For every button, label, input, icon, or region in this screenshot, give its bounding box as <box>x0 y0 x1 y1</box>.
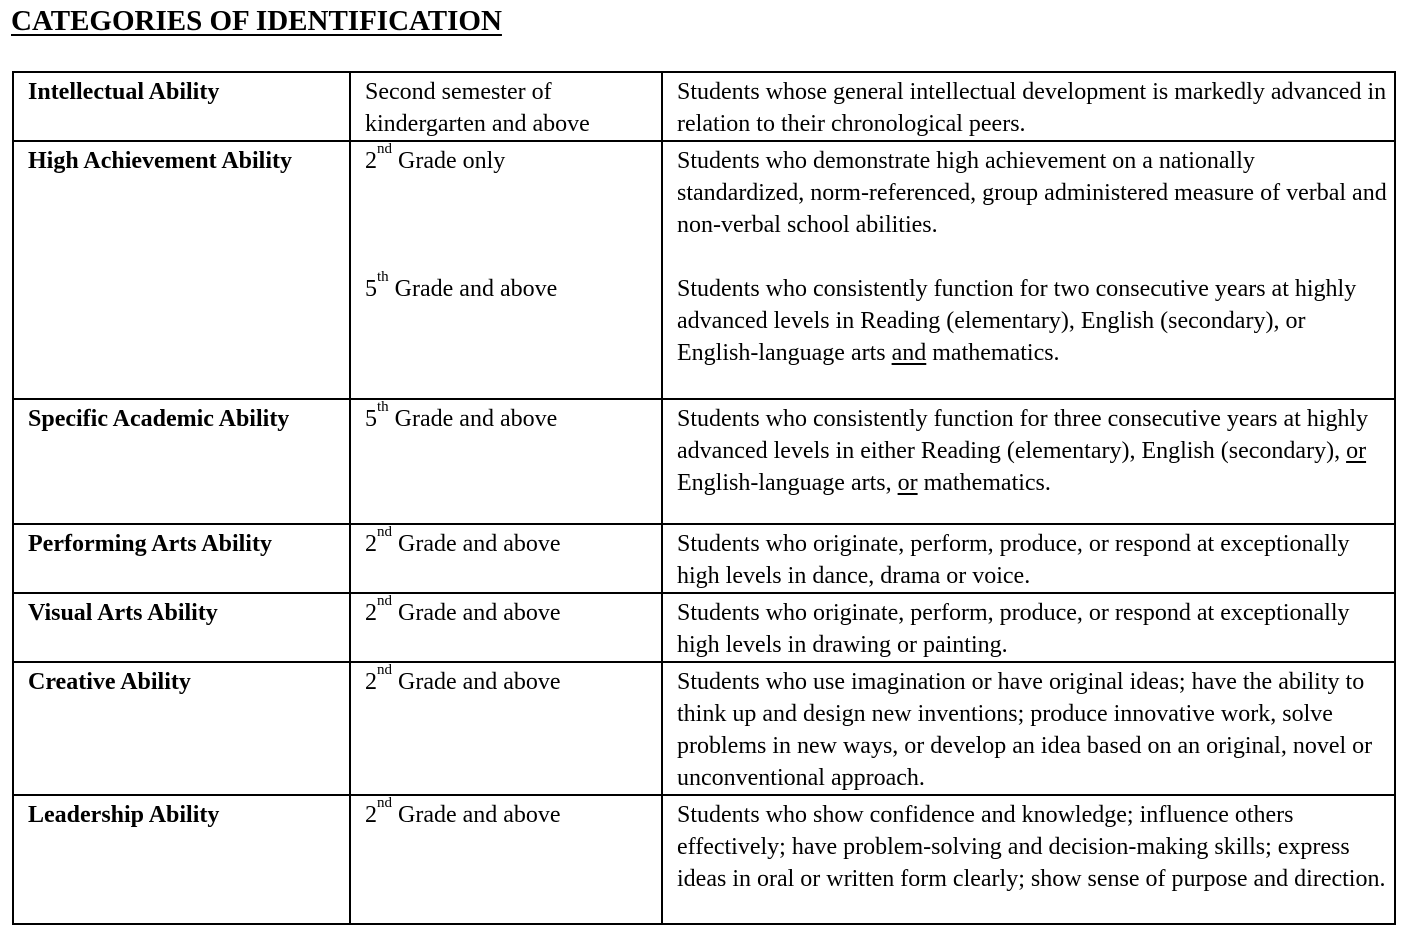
emphasis-underlined: or <box>897 470 918 496</box>
document-title: CATEGORIES OF IDENTIFICATION <box>11 5 502 37</box>
grade-cell <box>350 524 662 593</box>
grade-text: Grade and above <box>392 600 561 626</box>
category-cell: Leadership Ability <box>13 795 350 924</box>
description-cell: Students who originate, perform, produce, or respond at exceptionally high levels in dance, drama or voice. <box>662 524 1395 593</box>
grade-ordinal-suffix: nd <box>377 524 392 540</box>
grade-text: Grade and above <box>392 802 561 828</box>
table-row <box>13 593 1395 662</box>
description-cell: Students who show confidence and knowledge; influence others effectively; have problem-solving and decision-making skills; express ideas in oral or written form clearly; show sense of purpose and direction. <box>662 795 1395 924</box>
grade-ordinal-suffix: nd <box>377 662 392 678</box>
description-part: mathematics. <box>917 470 1051 496</box>
description-text: Students who demonstrate high achievement on a nationally standardized, norm-referenced, group administered measure of verbal and non-verbal school abilities. <box>677 148 1387 238</box>
category-cell: Intellectual Ability <box>13 72 350 141</box>
grade-level <box>365 141 655 177</box>
table-row <box>13 524 1395 593</box>
description-part: Students who consistently function for three consecutive years at highly advanced levels in either Reading (elementary), English (secondary), <box>677 406 1369 464</box>
description-cell: Students whose general intellectual development is markedly advanced in relation to their chronological peers. <box>662 72 1395 141</box>
table-row <box>13 795 1395 924</box>
grade-cell <box>350 662 662 795</box>
grade-ordinal-suffix: nd <box>377 795 392 811</box>
description-cell <box>662 141 1395 399</box>
grade-cell <box>350 399 662 524</box>
description-part: mathematics. <box>926 340 1060 366</box>
grade-ordinal-suffix: nd <box>377 593 392 609</box>
grade-cell <box>350 593 662 662</box>
grade-number: 2 <box>365 669 377 695</box>
grade-number: 2 <box>365 148 377 174</box>
description-cell: Students who originate, perform, produce, or respond at exceptionally high levels in drawing or painting. <box>662 593 1395 662</box>
grade-number: 2 <box>365 802 377 828</box>
emphasis-underlined: and <box>891 340 927 366</box>
grade-ordinal-suffix: nd <box>377 141 392 157</box>
description-cell <box>662 399 1395 524</box>
description-cell: Students who use imagination or have original ideas; have the ability to think up and design new inventions; produce innovative work, solve problems in new ways, or develop an idea based on an original, novel or unconventional approach. <box>662 662 1395 795</box>
grade-number: 2 <box>365 531 377 557</box>
table-row <box>13 141 1395 399</box>
category-cell: Creative Ability <box>13 662 350 795</box>
category-cell: Visual Arts Ability <box>13 593 350 662</box>
grade-text: Grade and above <box>392 669 561 695</box>
description-text <box>677 273 1388 369</box>
description-part: English-language arts, <box>677 470 898 496</box>
grade-text: Grade and above <box>392 531 561 557</box>
grade-number: 2 <box>365 600 377 626</box>
grade-ordinal-suffix: th <box>377 269 389 285</box>
grade-ordinal-suffix: th <box>377 399 389 415</box>
grade-text: Grade and above <box>388 406 558 432</box>
description-part: Students who consistently function for two consecutive years at highly advanced levels in Reading (elementary), English (secondary), or English-language arts <box>677 276 1357 366</box>
table-row <box>13 662 1395 795</box>
table-row <box>13 399 1395 524</box>
grade-cell <box>350 795 662 924</box>
grade-text: Grade only <box>392 148 506 174</box>
grade-number: 5 <box>365 276 377 302</box>
grade-level <box>365 269 655 305</box>
emphasis-underlined: or <box>1346 438 1367 464</box>
grade-number: 5 <box>365 406 377 432</box>
categories-table <box>12 71 1396 925</box>
category-cell: High Achievement Ability <box>13 141 350 399</box>
category-cell: Specific Academic Ability <box>13 399 350 524</box>
category-cell: Performing Arts Ability <box>13 524 350 593</box>
table-row <box>13 72 1395 141</box>
grade-cell <box>350 141 662 399</box>
grade-cell: Second semester of kindergarten and above <box>350 72 662 141</box>
grade-text: Grade and above <box>388 276 558 302</box>
